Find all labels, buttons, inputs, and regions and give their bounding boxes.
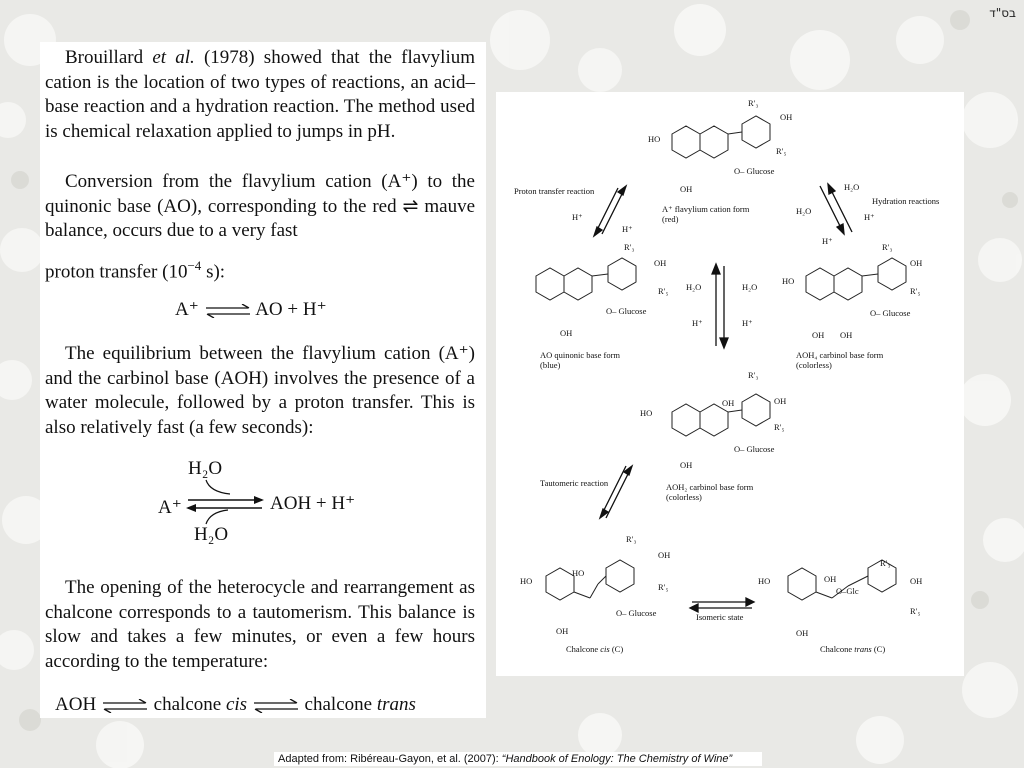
atom-label: OH [812, 330, 825, 340]
atom-label: OH [774, 396, 787, 406]
atom-label: O– Glucose [734, 444, 775, 454]
atom-label: OH [556, 626, 569, 636]
atom-label: R′₃ [748, 370, 759, 380]
paragraph-conversion [45, 170, 475, 244]
atom-label: H⁺ [692, 318, 703, 328]
atom-label: OH [824, 574, 837, 584]
equilibrium-arrows-icon [252, 699, 300, 713]
atom-label: HO [648, 134, 661, 144]
paragraph-text: (1978) showed that the flavylium cation is the location of two types of reactions, an acid–base reaction and a hydration reaction. The method used is chemical relaxation applied to jumps in pH. [45, 47, 476, 142]
carbinol2-color-label: (colorless) [666, 492, 702, 502]
equation-chalcone: AOH chalcone cis chalcone trans [55, 694, 416, 715]
corner-mark: בס"ד [989, 6, 1016, 20]
atom-label: OH [840, 330, 853, 340]
paragraph-tautomerism [45, 576, 475, 674]
reaction-scheme-figure [506, 98, 954, 666]
atom-label: R′₃ [748, 98, 759, 108]
quinonic-color-label: (blue) [540, 360, 561, 370]
atom-label: H⁺ [742, 318, 753, 328]
eq2-top: H₂O [188, 458, 223, 479]
atom-label: H₂O [742, 282, 758, 292]
et-al: et al. [152, 47, 195, 68]
eq2-bottom: H₂O [194, 524, 229, 545]
paragraph-text: Conversion from the flavylium cation (A⁺) to the quinonic base (AO), corresponding to the red ⇌ mauve balance, occurs due to a very fast [45, 171, 475, 242]
atom-label: OH [680, 460, 693, 470]
chalcone-trans-label: Chalcone trans (C) [820, 644, 886, 654]
atom-label: R′₅ [774, 422, 785, 432]
proton-transfer-line: proton transfer ($10^{-4}$ s): [45, 258, 226, 283]
atom-label: R′₃ [626, 534, 637, 544]
atom-label: R′₅ [658, 582, 669, 592]
quinonic-form-label: AO quinonic base form [540, 350, 621, 360]
atom-label: HO [572, 568, 585, 578]
author-name: Brouillard [65, 47, 144, 68]
atom-label: O– Glucose [606, 306, 647, 316]
atom-label: HO [758, 576, 771, 586]
atom-label: OH [910, 258, 923, 268]
atom-label: R′₃ [880, 558, 891, 568]
atom-label: O– Glucose [870, 308, 911, 318]
atom-label: R′₃ [624, 242, 635, 252]
atom-label: H₂O [686, 282, 702, 292]
paragraph-equilibrium [45, 342, 475, 440]
atom-label: H⁺ [822, 236, 833, 246]
atom-label: HO [520, 576, 533, 586]
equilibrium-arrows-icon [101, 699, 149, 713]
hydration-label: Hydration reactions [872, 196, 940, 206]
atom-label: HO [782, 276, 795, 286]
atom-label: O–Glc [836, 586, 859, 596]
carbinol2-form-label: AOH₂ carbinol base form [666, 482, 754, 492]
atom-label: H⁺ [622, 224, 633, 234]
paragraph-text: The equilibrium between the flavylium cation (A⁺) and the carbinol base (AOH) involves the presence of a water molecule, followed by a proton transfer. This is also relatively fast (a few seconds): [45, 343, 475, 438]
atom-label: OH [780, 112, 793, 122]
atom-label: H⁺ [572, 212, 583, 222]
atom-label: R′₅ [910, 606, 921, 616]
exponent: −4 [187, 258, 202, 273]
book-title: “Handbook of Enology: The Chemistry of Wine” [501, 753, 733, 765]
isomeric-label: Isomeric state [696, 612, 744, 622]
tautomeric-label: Tautomeric reaction [540, 478, 609, 488]
atom-label: OH [654, 258, 667, 268]
atom-label: OH [910, 576, 923, 586]
equation-acid-base: A⁺ AO + H⁺ [175, 299, 327, 320]
flavylium-form-label: A⁺ flavylium cation form [662, 204, 750, 214]
atom-label: R′₅ [776, 146, 787, 156]
atom-label: H⁺ [864, 212, 875, 222]
chalcone-cis-label: Chalcone cis (C) [566, 644, 624, 654]
atom-label: OH [796, 628, 809, 638]
atom-label: O– Glucose [734, 166, 775, 176]
atom-label: OH [722, 398, 735, 408]
eq2-right: AOH + H⁺ [270, 493, 356, 514]
paragraph-brouillard [45, 46, 475, 144]
atom-label: R′₅ [910, 286, 921, 296]
paragraph-text: The opening of the heterocycle and rearrangement as chalcone corresponds to a tautomerism. This balance is slow and takes a few minutes, or even a few hours according to the temperature: [45, 577, 475, 672]
atom-label: OH [680, 184, 693, 194]
atom-label: R′₃ [882, 242, 893, 252]
carbinol4-color-label: (colorless) [796, 360, 832, 370]
atom-label: OH [658, 550, 671, 560]
atom-label: R′₅ [658, 286, 669, 296]
atom-label: OH [560, 328, 573, 338]
atom-label: H₂O [844, 182, 860, 192]
equilibrium-arrows-icon [204, 304, 252, 318]
source-caption: Adapted from: Ribéreau-Gayon, et al. (2007): “Handbook of Enology: The Chemistry of Wine” [274, 752, 762, 766]
atom-label: HO [640, 408, 653, 418]
hydration-arrows-icon [180, 478, 270, 528]
carbinol4-form-label: AOH₄ carbinol base form [796, 350, 884, 360]
atom-label: O– Glucose [616, 608, 657, 618]
proton-transfer-label: Proton transfer reaction [514, 186, 595, 196]
atom-label: H₂O [796, 206, 812, 216]
flavylium-color-label: (red) [662, 214, 679, 224]
text-column [40, 42, 486, 718]
eq2-left: A⁺ [158, 497, 182, 518]
